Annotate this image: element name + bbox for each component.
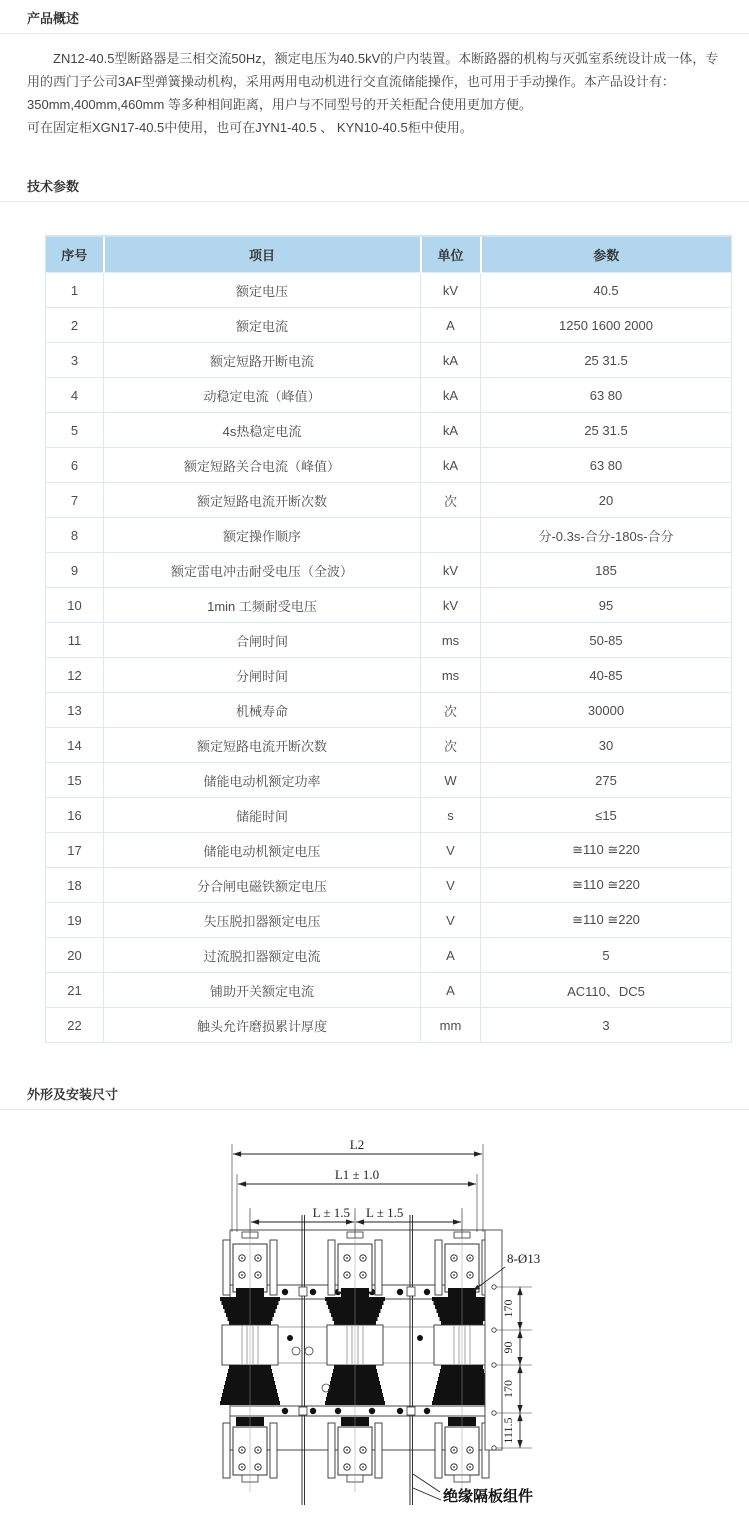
table-cell: 13 bbox=[46, 693, 104, 728]
table-cell: 22 bbox=[46, 1008, 104, 1043]
table-cell: kA bbox=[421, 378, 481, 413]
table-cell: 额定操作顺序 bbox=[104, 518, 421, 553]
table-cell: 50-85 bbox=[481, 623, 732, 658]
table-cell: 11 bbox=[46, 623, 104, 658]
table-cell: 9 bbox=[46, 553, 104, 588]
divider bbox=[0, 201, 749, 202]
column-header: 单位 bbox=[421, 236, 481, 273]
dim-label-170-lower: 170 bbox=[501, 1380, 515, 1398]
table-cell: W bbox=[421, 763, 481, 798]
table-cell: 5 bbox=[46, 413, 104, 448]
table-cell: 12 bbox=[46, 658, 104, 693]
table-cell: 14 bbox=[46, 728, 104, 763]
table-row bbox=[46, 903, 732, 938]
outline-drawing bbox=[0, 1120, 749, 1535]
table-cell: ms bbox=[421, 658, 481, 693]
overview-paragraph-2: 可在固定柜XGN17-40.5中使用，也可在JYN1-40.5 、 KYN10-40.5柜中使用。 bbox=[27, 120, 473, 135]
table-row bbox=[46, 623, 732, 658]
table-cell: V bbox=[421, 868, 481, 903]
table-cell: 1min 工频耐受电压 bbox=[104, 588, 421, 623]
table-row bbox=[46, 343, 732, 378]
table-cell: kA bbox=[421, 413, 481, 448]
table-row bbox=[46, 728, 732, 763]
table-cell: 7 bbox=[46, 483, 104, 518]
table-cell: 1 bbox=[46, 273, 104, 308]
table-cell: 25 31.5 bbox=[481, 413, 732, 448]
dim-label-l1: L1 ± 1.0 bbox=[334, 1167, 380, 1182]
table-cell: 次 bbox=[421, 728, 481, 763]
table-cell: 16 bbox=[46, 798, 104, 833]
table-cell: ≤15 bbox=[481, 798, 732, 833]
outline-heading: 外形及安装尺寸 bbox=[27, 1087, 119, 1102]
table-cell: 63 80 bbox=[481, 448, 732, 483]
table-cell: 额定短路电流开断次数 bbox=[104, 728, 421, 763]
table-cell: A bbox=[421, 938, 481, 973]
table-cell: 17 bbox=[46, 833, 104, 868]
table-cell: 21 bbox=[46, 973, 104, 1008]
column-header: 项目 bbox=[104, 236, 421, 273]
table-cell: kA bbox=[421, 343, 481, 378]
dim-label-90: 90 bbox=[501, 1341, 515, 1354]
table-row bbox=[46, 588, 732, 623]
table-cell: 次 bbox=[421, 483, 481, 518]
table-cell: 4s热稳定电流 bbox=[104, 413, 421, 448]
overview-heading: 产品概述 bbox=[27, 11, 80, 26]
table-cell: 额定短路电流开断次数 bbox=[104, 483, 421, 518]
table-cell: 30 bbox=[481, 728, 732, 763]
table-cell: 20 bbox=[481, 483, 732, 518]
table-body bbox=[46, 273, 732, 1043]
table-row bbox=[46, 798, 732, 833]
table-row bbox=[46, 693, 732, 728]
table-row bbox=[46, 1008, 732, 1043]
table-row bbox=[46, 658, 732, 693]
table-cell: 次 bbox=[421, 693, 481, 728]
partition-callout-label: 绝缘隔板组件 bbox=[443, 1488, 534, 1505]
overview-paragraph-1: ZN12-40.5型断路器是三相交流50Hz，额定电压为40.5kV的户内装置。本断路器的机构与灭弧室系统设计成一体，专用的西门子公司3AF型弹簧操动机构，采用两用电动机进行交直流储能操作，也可用于手动操作。本产品设计有：350mm,400mm,460mm 等多种相间距离，用户与不同型号的开关柜配合使用更加方便。 bbox=[27, 51, 719, 112]
dim-label-l-right: L ± 1.5 bbox=[366, 1205, 404, 1220]
column-header: 参数 bbox=[481, 236, 732, 273]
table-cell: AC110、DC5 bbox=[481, 973, 732, 1008]
pole-left bbox=[220, 1210, 280, 1492]
table-cell: 40.5 bbox=[481, 273, 732, 308]
table-cell: 8 bbox=[46, 518, 104, 553]
table-cell: V bbox=[421, 833, 481, 868]
hole-callout-label: 8-Ø13 bbox=[507, 1251, 541, 1266]
side-mounting-plate bbox=[485, 1230, 502, 1450]
table-cell bbox=[421, 518, 481, 553]
table-cell: 触头允许磨损累计厚度 bbox=[104, 1008, 421, 1043]
table-cell: A bbox=[421, 308, 481, 343]
table-cell: 95 bbox=[481, 588, 732, 623]
table-head bbox=[46, 236, 732, 273]
table-cell: 分-0.3s-合分-180s-合分 bbox=[481, 518, 732, 553]
table-cell: 63 80 bbox=[481, 378, 732, 413]
table-cell: kV bbox=[421, 273, 481, 308]
table-row bbox=[46, 413, 732, 448]
dim-label-111-5: 111.5 bbox=[501, 1417, 515, 1444]
table-row bbox=[46, 973, 732, 1008]
divider bbox=[0, 33, 749, 34]
table-row bbox=[46, 833, 732, 868]
table-cell: 3 bbox=[481, 1008, 732, 1043]
table-cell: 储能电动机额定功率 bbox=[104, 763, 421, 798]
table-cell: 3 bbox=[46, 343, 104, 378]
table-cell: 5 bbox=[481, 938, 732, 973]
table-row bbox=[46, 763, 732, 798]
column-header: 序号 bbox=[46, 236, 104, 273]
table-cell: 1250 1600 2000 bbox=[481, 308, 732, 343]
table-cell: 2 bbox=[46, 308, 104, 343]
table-cell: 30000 bbox=[481, 693, 732, 728]
table-row bbox=[46, 483, 732, 518]
table-cell: kV bbox=[421, 553, 481, 588]
dim-label-l-left: L ± 1.5 bbox=[312, 1205, 350, 1220]
table-cell: V bbox=[421, 903, 481, 938]
table-cell: 额定短路开断电流 bbox=[104, 343, 421, 378]
table-cell: 储能电动机额定电压 bbox=[104, 833, 421, 868]
table-cell: ms bbox=[421, 623, 481, 658]
table-cell: 失压脱扣器额定电压 bbox=[104, 903, 421, 938]
table-cell: 20 bbox=[46, 938, 104, 973]
table-header-row bbox=[46, 236, 732, 273]
table-cell: 18 bbox=[46, 868, 104, 903]
table-cell: 额定雷电冲击耐受电压（全波） bbox=[104, 553, 421, 588]
divider bbox=[0, 1109, 749, 1110]
dim-label-l2: L2 bbox=[349, 1137, 365, 1152]
tech-params-heading: 技术参数 bbox=[27, 179, 80, 194]
table-cell: 40-85 bbox=[481, 658, 732, 693]
table-cell: 10 bbox=[46, 588, 104, 623]
table-cell: 铺助开关额定电流 bbox=[104, 973, 421, 1008]
table-cell: 15 bbox=[46, 763, 104, 798]
table-cell: 储能时间 bbox=[104, 798, 421, 833]
table-cell: kV bbox=[421, 588, 481, 623]
table-cell: 185 bbox=[481, 553, 732, 588]
table-row bbox=[46, 868, 732, 903]
dim-label-170-upper: 170 bbox=[501, 1299, 515, 1318]
table-cell: 6 bbox=[46, 448, 104, 483]
table-row bbox=[46, 273, 732, 308]
table-cell: 额定短路关合电流（峰值） bbox=[104, 448, 421, 483]
table-cell: 过流脱扣器额定电流 bbox=[104, 938, 421, 973]
table-cell: 275 bbox=[481, 763, 732, 798]
tech-params-table bbox=[45, 235, 732, 1043]
table-row bbox=[46, 938, 732, 973]
table-cell: mm bbox=[421, 1008, 481, 1043]
table-row bbox=[46, 308, 732, 343]
table-cell: 合闸时间 bbox=[104, 623, 421, 658]
table-cell: 额定电压 bbox=[104, 273, 421, 308]
table-cell: 19 bbox=[46, 903, 104, 938]
table-cell: A bbox=[421, 973, 481, 1008]
table-cell: 25 31.5 bbox=[481, 343, 732, 378]
table-cell: s bbox=[421, 798, 481, 833]
pole-middle bbox=[325, 1210, 385, 1492]
table-cell: 动稳定电流（峰值） bbox=[104, 378, 421, 413]
table-cell: 分合闸电磁铁额定电压 bbox=[104, 868, 421, 903]
table-row bbox=[46, 553, 732, 588]
overview-paragraphs bbox=[27, 47, 731, 139]
table-cell: ≅110 ≅220 bbox=[481, 833, 732, 868]
table-cell: ≅110 ≅220 bbox=[481, 903, 732, 938]
partition-callout bbox=[413, 1474, 533, 1505]
table-cell: 分闸时间 bbox=[104, 658, 421, 693]
pole-right bbox=[432, 1210, 492, 1492]
table-cell: 4 bbox=[46, 378, 104, 413]
table-cell: kA bbox=[421, 448, 481, 483]
table-cell: 额定电流 bbox=[104, 308, 421, 343]
table-row bbox=[46, 448, 732, 483]
table-row bbox=[46, 518, 732, 553]
table-row bbox=[46, 378, 732, 413]
horizontal-dimensions bbox=[232, 1137, 483, 1238]
table-cell: 机械寿命 bbox=[104, 693, 421, 728]
table-cell: ≅110 ≅220 bbox=[481, 868, 732, 903]
